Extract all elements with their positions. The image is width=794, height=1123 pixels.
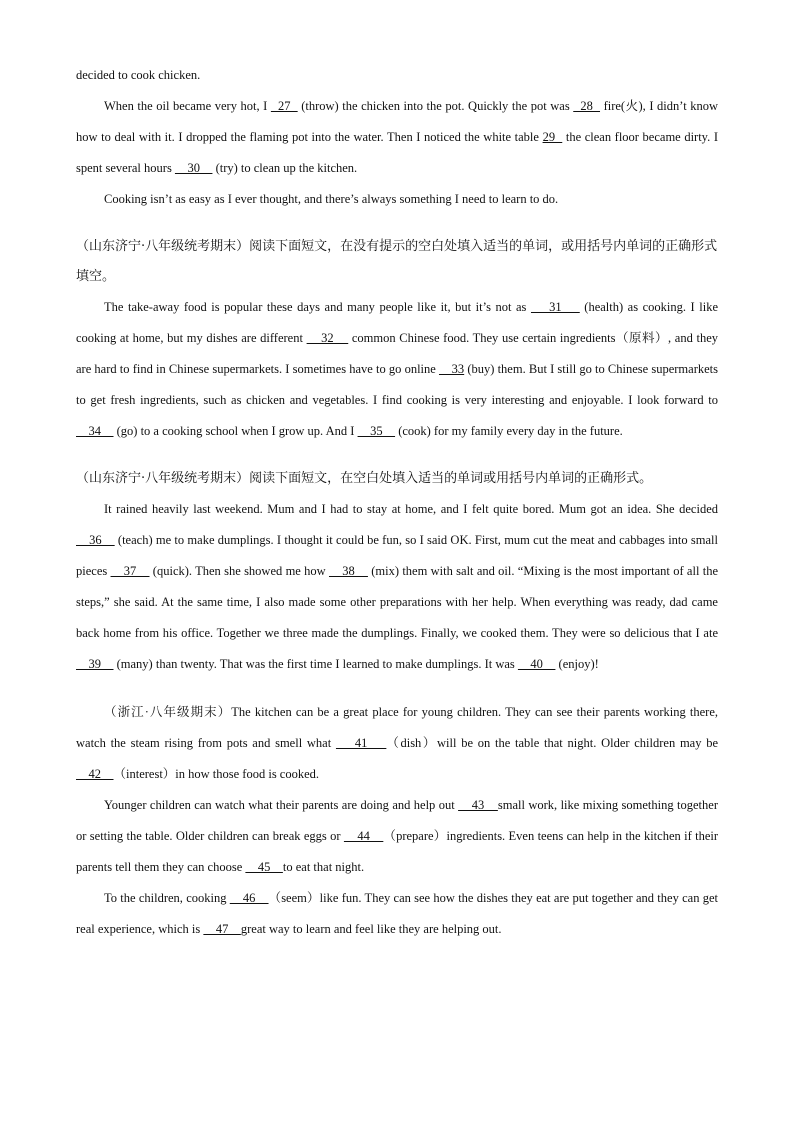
answer-blank: 45: [245, 860, 283, 874]
text-run: (throw) the chicken into the pot. Quickly the pot was: [297, 99, 574, 113]
text-run: fire(火), I didn’t know how to deal with it. I dropped the flaming pot into the water. Then I noticed the white table: [76, 99, 719, 144]
answer-blank: 47: [203, 922, 241, 936]
text-run: the clean floor became dirty. I spent several hours: [76, 130, 718, 175]
paragraph: [76, 91, 718, 184]
answer-blank: 27: [270, 99, 298, 113]
text-run: (go) to a cooking school when I grow up. And I: [113, 424, 358, 438]
paragraph: [76, 790, 718, 883]
paragraph: [76, 883, 718, 945]
answer-blank: 31: [530, 300, 580, 314]
answer-blank: 36: [76, 533, 115, 547]
answer-blank: 46: [229, 891, 269, 905]
paragraph: [76, 184, 718, 215]
answer-blank: 28: [573, 99, 601, 113]
paragraph: [76, 60, 718, 91]
text-run: to eat that night.: [282, 860, 365, 874]
text-run: Cooking isn’t as easy as I ever thought, and there’s always something I need to learn to do.: [104, 192, 559, 206]
text-run: (mix) them with salt and oil. “Mixing is the most important of all the steps,” she said. At the same time, I also made some other preparations with her help. When everything was ready, dad came back home from his office. Together we three made the dumplings. Finally, we cooked them. They were so delicious that I ate: [76, 564, 718, 640]
section-heading: [76, 464, 718, 494]
answer-blank: 40: [517, 657, 556, 671]
answer-blank: 44: [343, 829, 384, 843]
text-run: The take-away food is popular these days and many people like it, but it’s not as: [104, 300, 531, 314]
text-run: （seem）like fun. They can see how the dishes they eat are put together and they can get real experience, which is: [76, 891, 719, 936]
text-run: (many) than twenty. That was the first time I learned to make dumplings. It was: [113, 657, 518, 671]
text-run: （浙江·八年级期末）The kitchen can be a great place for young children. They can see their parents working there, watch the steam rising from pots and smell what: [76, 705, 718, 750]
text-run: （山东济宁·八年级统考期末）阅读下面短文，在没有提示的空白处填入适当的单词，或用括号内单词的正确形式填空。: [76, 239, 718, 284]
text-run: (teach) me to make dumplings. I thought it could be fun, so I said OK. First, mum cut the meat and cabbages into small pieces: [76, 533, 718, 578]
paragraph: [76, 697, 718, 790]
text-run: great way to learn and feel like they are helping out.: [240, 922, 502, 936]
answer-blank: 39: [76, 657, 114, 671]
answer-blank: 41: [335, 736, 387, 750]
text-run: (health) as cooking. I like cooking at home, but my dishes are different: [76, 300, 719, 345]
answer-blank: 33: [438, 362, 465, 376]
text-run: (buy) them. But I still go to Chinese supermarkets to get fresh ingredients, such as chicken and vegetables. I find cooking is very interesting and enjoyable. I look forward to: [76, 362, 719, 407]
text-run: It rained heavily last weekend. Mum and I had to stay at home, and I felt quite bored. Mum got an idea. She decided: [104, 502, 718, 516]
answer-blank: 37: [110, 564, 150, 578]
text-run: （dish）will be on the table that night. Older children may be: [386, 736, 719, 750]
text-run: When the oil became very hot, I: [104, 99, 271, 113]
text-run: （prepare）ingredients. Even teens can help in the kitchen if their parents tell them they can choose: [76, 829, 719, 874]
text-run: (cook) for my family every day in the future.: [395, 424, 623, 438]
answer-blank: 35: [357, 424, 396, 438]
text-run: Younger children can watch what their parents are doing and help out: [104, 798, 459, 812]
answer-blank: 34: [76, 424, 114, 438]
section-heading: [76, 232, 718, 292]
paragraph: [76, 494, 718, 680]
text-run: small work, like mixing something together or setting the table. Older children can break eggs or: [76, 798, 718, 843]
text-run: common Chinese food. They use certain ingredients（原料）, and they are hard to find in Chinese supermarkets. I sometimes have to go online: [76, 331, 719, 376]
answer-blank: 32: [306, 331, 349, 345]
answer-blank: 42: [76, 767, 114, 781]
answer-blank: 38: [328, 564, 368, 578]
text-run: decided to cook chicken.: [76, 68, 201, 82]
text-run: (try) to clean up the kitchen.: [212, 161, 358, 175]
answer-blank: 30: [174, 161, 213, 175]
document-page: [76, 60, 718, 945]
paragraph: [76, 292, 718, 447]
text-run: To the children, cooking: [104, 891, 230, 905]
answer-blank: 29: [542, 130, 563, 144]
text-run: （interest）in how those food is cooked.: [113, 767, 320, 781]
answer-blank: 43: [458, 798, 498, 812]
text-run: (enjoy)!: [555, 657, 599, 671]
text-run: （山东济宁·八年级统考期末）阅读下面短文，在空白处填入适当的单词或用括号内单词的正确形式。: [76, 471, 653, 486]
text-run: (quick). Then she showed me how: [149, 564, 329, 578]
